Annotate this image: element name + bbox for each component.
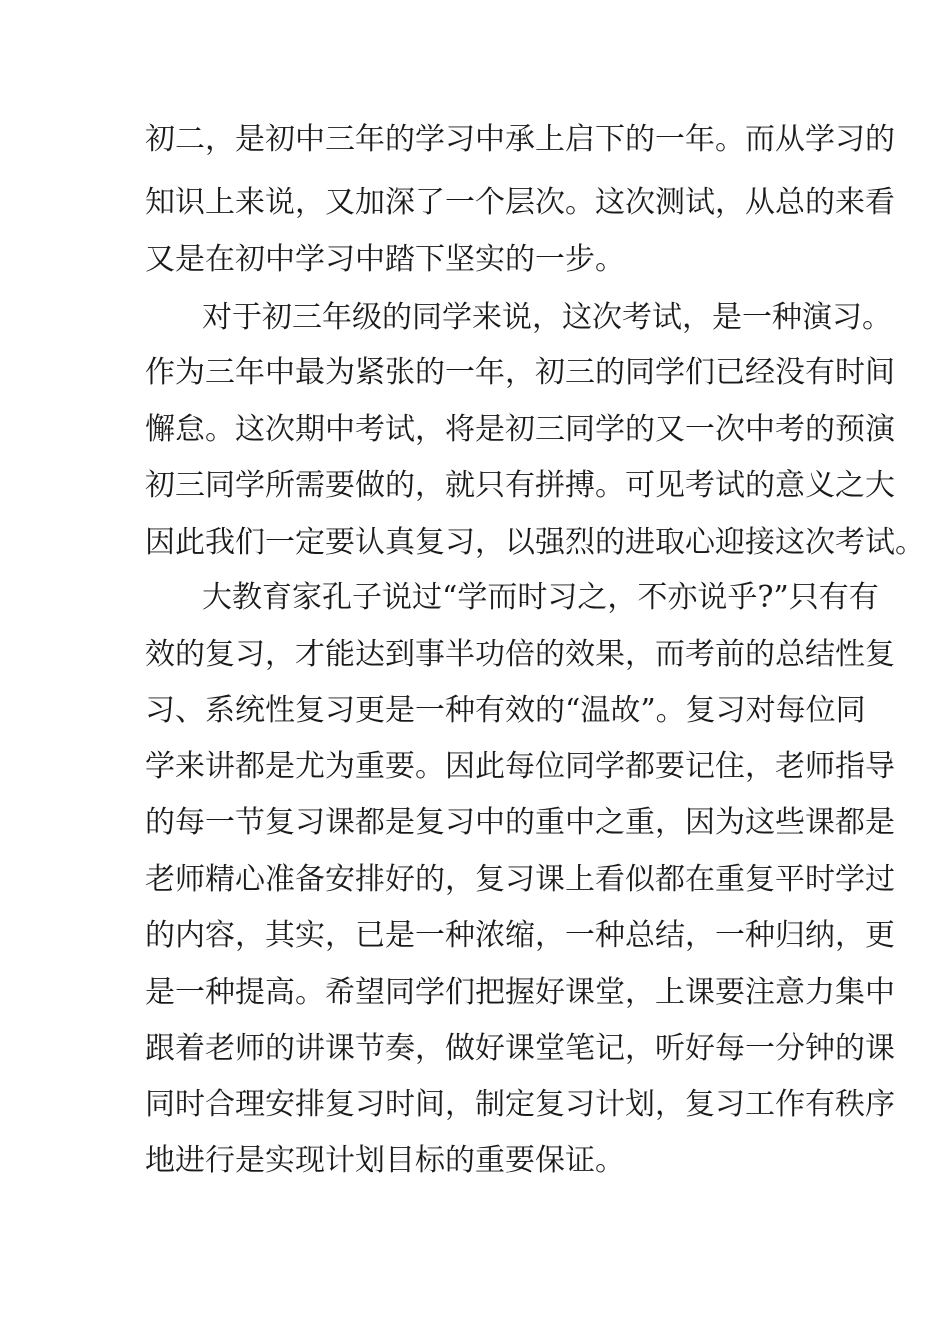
paragraph-2-line-3: 懈怠。这次期中考试，将是初三同学的又一次中考的预演	[145, 412, 895, 447]
paragraph-2-line-2: 作为三年中最为紧张的一年，初三的同学们已经没有时间	[145, 355, 895, 390]
paragraph-3-line-1: 大教育家孔子说过“学而时习之，不亦说乎?”只有有	[202, 580, 879, 615]
paragraph-1-line-1: 初二，是初中三年的学习中承上启下的一年。而从学习的	[145, 122, 895, 157]
paragraph-3-line-2: 效的复习，才能达到事半功倍的效果，而考前的总结性复	[145, 637, 895, 672]
paragraph-1-line-3: 又是在初中学习中踏下坚实的一步。	[145, 242, 625, 277]
paragraph-3-line-6: 老师精心准备安排好的，复习课上看似都在重复平时学过	[145, 862, 895, 897]
paragraph-2-line-1: 对于初三年级的同学来说，这次考试，是一种演习。	[202, 300, 892, 335]
paragraph-3-line-4: 学来讲都是尤为重要。因此每位同学都要记住，老师指导	[145, 749, 895, 784]
paragraph-3-line-9: 跟着老师的讲课节奏，做好课堂笔记，听好每一分钟的课	[145, 1031, 895, 1066]
paragraph-3-line-5: 的每一节复习课都是复习中的重中之重，因为这些课都是	[145, 805, 895, 840]
paragraph-3-line-3: 习、系统性复习更是一种有效的“温故”。复习对每位同	[145, 693, 866, 728]
paragraph-3-line-11: 地进行是实现计划目标的重要保证。	[145, 1143, 625, 1178]
paragraph-1-line-2: 知识上来说，又加深了一个层次。这次测试，从总的来看	[145, 185, 895, 220]
paragraph-2-line-5: 因此我们一定要认真复习，以强烈的进取心迎接这次考试。	[145, 525, 925, 560]
paragraph-3-line-7: 的内容，其实，已是一种浓缩，一种总结，一种归纳，更	[145, 918, 895, 953]
paragraph-3-line-10: 同时合理安排复习时间，制定复习计划，复习工作有秩序	[145, 1087, 895, 1122]
paragraph-2-line-4: 初三同学所需要做的，就只有拼搏。可见考试的意义之大	[145, 468, 895, 503]
paragraph-3-line-8: 是一种提高。希望同学们把握好课堂，上课要注意力集中	[145, 975, 895, 1010]
